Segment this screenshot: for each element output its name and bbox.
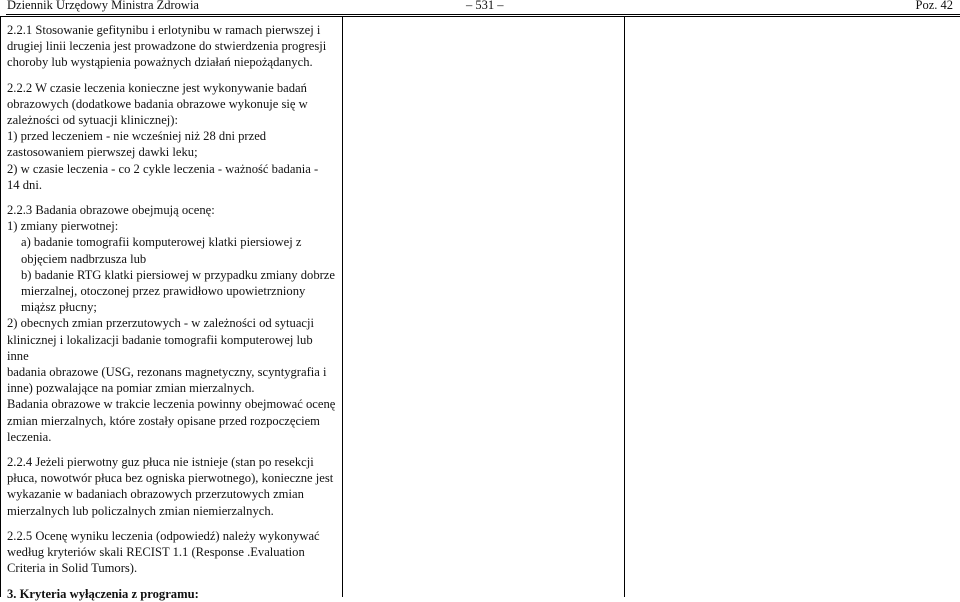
text-line: 2) obecnych zmian przerzutowych - w zależności od sytuacji — [7, 316, 315, 331]
paragraph-2-2-5 — [7, 528, 337, 577]
text-line: zastosowaniem pierwszej dawki leku; — [7, 145, 198, 160]
column-divider-2 — [624, 16, 625, 597]
text-line: 2) w czasie leczenia - co 2 cykle leczenia - ważność badania - — [7, 161, 319, 176]
paragraph-2-2-3 — [7, 202, 337, 445]
text-line: 2.2.5 Ocenę wyniku leczenia (odpowiedź) należy wykonywać — [7, 528, 320, 543]
text-line: klinicznej i lokalizacji badanie tomografii komputerowej lub inne — [7, 332, 313, 363]
table-top-border — [0, 16, 960, 17]
text-line: leczenia. — [7, 429, 52, 444]
text-line: 2.2.4 Jeżeli pierwotny guz płuca nie istnieje (stan po resekcji — [7, 455, 314, 470]
text-line: według kryteriów skali RECIST 1.1 (Response .Evaluation — [7, 545, 305, 560]
text-line: obrazowych (dodatkowe badania obrazowe wykonuje się w — [7, 96, 308, 111]
text-line: inne) pozwalające na pomiar zmian mierzalnych. — [7, 381, 255, 396]
page-number: – 531 – — [466, 0, 504, 12]
sub-item-line: miąższ płucny; — [21, 300, 97, 315]
text-line: badania obrazowe (USG, rezonans magnetyczny, scyntygrafia i — [7, 365, 327, 380]
page-header — [6, 0, 954, 14]
sub-item-line: a) badanie tomografii komputerowej klatki piersiowej z — [21, 235, 302, 250]
text-line: choroby lub wystąpienia poważnych działań niepożądanych. — [7, 55, 313, 70]
text-line: Badania obrazowe w trakcie leczenia powinny obejmować ocenę — [7, 397, 336, 412]
position-number: Poz. 42 — [915, 0, 953, 12]
header-rule — [6, 14, 960, 15]
sub-item-line: mierzalnej, otoczonej przez prawidłowo upowietrzniony — [21, 284, 306, 299]
text-line: 1) przed leczeniem - nie wcześniej niż 28 dni przed — [7, 129, 267, 144]
sub-item-line: objęciem nadbrzusza lub — [21, 251, 147, 266]
text-line: 2.2.3 Badania obrazowe obejmują ocenę: — [7, 203, 215, 218]
paragraph-2-2-4 — [7, 454, 337, 519]
table-left-border — [0, 16, 1, 597]
text-line: wykazanie w badaniach obrazowych przerzutowych zmian — [7, 487, 304, 502]
text-line: mierzalnych lub policzalnych zmian niemierzalnych. — [7, 503, 274, 518]
section-3-heading: 3. Kryteria wyłączenia z programu: — [7, 586, 199, 601]
journal-title: Dziennik Urzędowy Ministra Zdrowia — [7, 0, 199, 12]
text-line: drugiej linii leczenia jest prowadzone do stwierdzenia progresji — [7, 39, 327, 54]
text-line: płuca, nowotwór płuca bez ogniska pierwotnego), konieczne jest — [7, 471, 334, 486]
text-line: Criteria in Solid Tumors). — [7, 561, 138, 576]
text-line: 1) zmiany pierwotnej: — [7, 219, 119, 234]
text-line: 2.2.1 Stosowanie gefitynibu i erlotynibu w ramach pierwszej i — [7, 23, 321, 37]
text-line: 14 dni. — [7, 177, 42, 192]
text-line: 2.2.2 W czasie leczenia konieczne jest wykonywanie badań — [7, 80, 307, 95]
text-line: zmian mierzalnych, które zostały opisane przed rozpoczęciem — [7, 413, 320, 428]
text-line: zależności od sytuacji klinicznej): — [7, 113, 178, 128]
sub-item-line: b) badanie RTG klatki piersiowej w przypadku zmiany dobrze — [21, 267, 335, 282]
paragraph-2-2-1 — [7, 22, 337, 71]
program-text-column — [7, 22, 337, 602]
paragraph-2-2-2 — [7, 80, 337, 193]
column-divider-1 — [342, 16, 343, 597]
